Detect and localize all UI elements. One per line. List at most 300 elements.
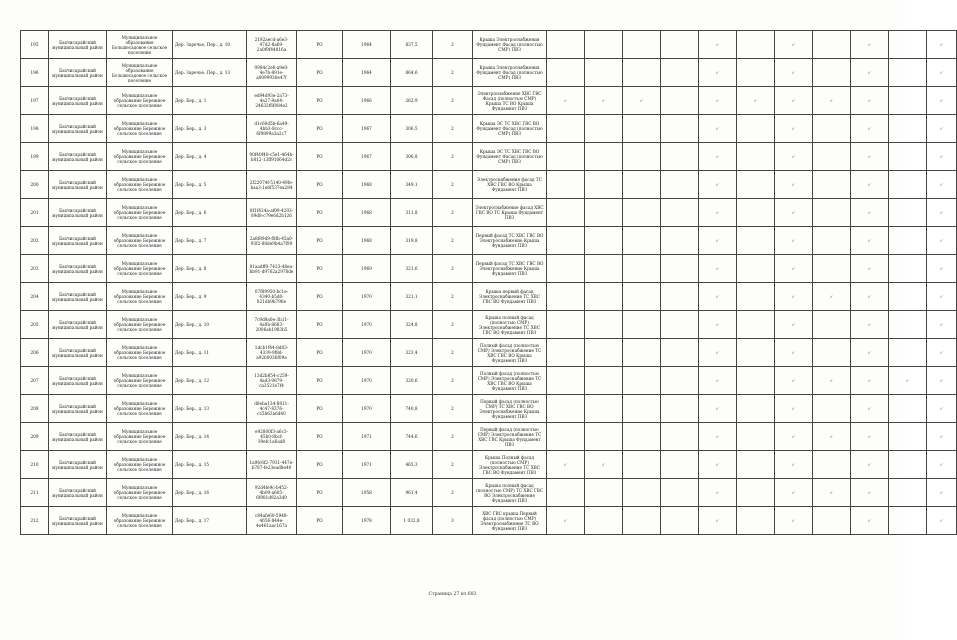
work-check-cell [585,31,623,59]
systems-cell: Первый фасад ТС ХВС ГВС ВО Электроснабжение Крыша Фундамент ПВЗ [473,255,547,283]
work-check-cell [585,339,623,367]
check-mark-icon: ✓ [939,154,944,159]
work-check-cell [813,395,851,423]
work-check-cell [813,367,851,395]
check-mark-icon: ✓ [791,518,796,523]
table-row [21,367,957,395]
address-cell: Дер. Бер., д. 9 [173,283,247,311]
work-check-cell [699,507,737,535]
work-check-cell [585,507,623,535]
check-mark-icon: ✓ [867,182,872,187]
check-mark-icon: ✓ [791,238,796,243]
guid-cell: d8eba134-8811-4c47-8376-cc5b63a6d40 [247,395,297,423]
check-mark-icon: ✓ [715,154,720,159]
work-check-cell [585,227,623,255]
systems-cell: Крыша Электроснабжения Фундамент Фасад (полностью СМР) ПВЗ [473,31,547,59]
work-check-cell [699,31,737,59]
work-check-cell [889,171,927,199]
table-row [21,339,957,367]
check-mark-icon: ✓ [715,490,720,495]
work-check-cell [927,367,957,395]
systems-cell: Крыша полный фасад (полностью СМР) ТС ХВС ГВС ВО Электроснабжение Фундамент ПВЗ [473,479,547,507]
work-check-cell [775,479,813,507]
area-cell: 864,6 [391,59,433,87]
work-check-cell [737,507,775,535]
table-row [21,395,957,423]
table-row [21,451,957,479]
municipality-cell: Муниципальное образование Бережное сельское поселение [107,171,173,199]
build-year-cell: 1970 [343,339,391,367]
address-cell: Дер. Бер., д. 14 [173,423,247,451]
floors-cell: 2 [433,423,473,451]
work-check-cell [775,283,813,311]
check-mark-icon: ✓ [791,434,796,439]
work-check-cell [623,171,661,199]
table-row [21,507,957,535]
work-check-cell [775,199,813,227]
check-mark-icon: ✓ [939,126,944,131]
work-check-cell [927,283,957,311]
guid-cell: 1a9fc6f2-7931-447e-b787-fe23ead8e40 [247,451,297,479]
check-mark-icon: ✓ [867,154,872,159]
check-mark-icon: ✓ [715,294,720,299]
floors-cell: 2 [433,367,473,395]
check-mark-icon: ✓ [791,350,796,355]
systems-cell: Полный фасад (полностью СМР) Электроснабжение ТС ХВС ГВС ВО Крыша Фундамент ПВЗ [473,339,547,367]
check-mark-icon: ✓ [563,98,568,103]
object-type-cell: РО [297,423,343,451]
table-row [21,143,957,171]
municipality-cell: Муниципальное образование Бережное сельское поселение [107,227,173,255]
work-check-cell [699,199,737,227]
build-year-cell: 1968 [343,171,391,199]
check-mark-icon: ✓ [867,350,872,355]
check-mark-icon: ✓ [715,42,720,47]
guid-cell: 07f89950-bc1e-4340-b5d0-821db9b796e [247,283,297,311]
work-check-cell [547,199,585,227]
row-number: 203 [21,255,49,283]
row-number: 207 [21,367,49,395]
work-check-cell [547,171,585,199]
work-check-cell [813,283,851,311]
systems-cell: Крыша полный фасад (полностью СМР) Электроснабжение ТС ХВС ГВС ВО Фундамент ПВЗ [473,311,547,339]
row-number: 204 [21,283,49,311]
object-type-cell: РО [297,199,343,227]
floors-cell: 2 [433,451,473,479]
work-check-cell [661,31,699,59]
work-check-cell [737,255,775,283]
work-check-cell [699,423,737,451]
work-check-cell [851,115,889,143]
object-type-cell: РО [297,507,343,535]
check-mark-icon: ✓ [867,322,872,327]
work-check-cell [889,255,927,283]
work-check-cell [661,451,699,479]
area-cell: 324,8 [391,311,433,339]
table-row [21,479,957,507]
object-type-cell: РО [297,171,343,199]
work-check-cell [547,395,585,423]
work-check-cell [623,227,661,255]
work-check-cell [775,255,813,283]
row-number: 198 [21,115,49,143]
work-check-cell [737,199,775,227]
object-type-cell: РО [297,59,343,87]
object-type-cell: РО [297,227,343,255]
check-mark-icon: ✓ [867,406,872,411]
work-check-cell [889,227,927,255]
row-number: 208 [21,395,49,423]
check-mark-icon: ✓ [715,238,720,243]
work-check-cell [585,199,623,227]
systems-cell: Электроснабжение фасад ТС ХВС ГВС ВО Крыша Фундамент ПВЗ [473,171,547,199]
work-check-cell [661,395,699,423]
municipality-cell: Муниципальное образование Бережное сельское поселение [107,479,173,507]
address-cell: Дер. Бер., д. 16 [173,479,247,507]
build-year-cell: 1970 [343,283,391,311]
work-check-cell [547,311,585,339]
work-check-cell [927,479,957,507]
work-check-cell [623,115,661,143]
table-row [21,171,957,199]
work-check-cell [889,115,927,143]
work-check-cell [851,199,889,227]
municipality-cell: Муниципальное образование Бережное сельское поселение [107,87,173,115]
municipality-cell: Муниципальное образование Бережное сельское поселение [107,423,173,451]
systems-cell: Электроснабжение фасад ХВС ГВС ВО ТС Крыша Фундамент ПВЗ [473,199,547,227]
work-check-cell [737,171,775,199]
work-check-cell [851,87,889,115]
work-check-cell [927,199,957,227]
work-check-cell [889,451,927,479]
check-mark-icon: ✓ [715,210,720,215]
work-check-cell [927,507,957,535]
work-check-cell [623,255,661,283]
work-check-cell [661,255,699,283]
district-cell: Бахчисарайский муниципальный район [49,227,107,255]
systems-cell: Крыша ЭС ТС ХВС ГВС ВО Фундамент Фасад (полностью СМР) ПВЗ [473,143,547,171]
area-cell: 306,8 [391,143,433,171]
floors-cell: 2 [433,255,473,283]
work-check-cell [851,311,889,339]
district-cell: Бахчисарайский муниципальный район [49,115,107,143]
area-cell: 961,4 [391,479,433,507]
check-mark-icon: ✓ [791,42,796,47]
work-check-cell [623,451,661,479]
work-check-cell [737,283,775,311]
check-mark-icon: ✓ [939,294,944,299]
object-type-cell: РО [297,479,343,507]
area-cell: 1 032,8 [391,507,433,535]
check-mark-icon: ✓ [829,294,834,299]
municipality-cell: Муниципальное образование Большесадовое сельское поселение [107,59,173,87]
work-check-cell [699,227,737,255]
work-check-cell [775,115,813,143]
work-check-cell [699,59,737,87]
area-cell: 306,5 [391,115,433,143]
work-check-cell [699,339,737,367]
work-check-cell [813,31,851,59]
row-number: 196 [21,59,49,87]
work-check-cell [585,367,623,395]
work-check-cell [851,479,889,507]
work-check-cell [661,367,699,395]
work-check-cell [775,367,813,395]
work-check-cell [813,423,851,451]
check-mark-icon: ✓ [563,518,568,523]
page-number: Страница 27 из 683 [428,592,477,597]
check-mark-icon: ✓ [715,462,720,467]
check-mark-icon: ✓ [867,518,872,523]
check-mark-icon: ✓ [715,182,720,187]
work-check-cell [889,507,927,535]
guid-cell: 8f1f424a-af09-4203-89d8-c79e6d2b126 [247,199,297,227]
floors-cell: 2 [433,395,473,423]
work-check-cell [889,479,927,507]
work-check-cell [699,171,737,199]
municipality-cell: Муниципальное образование Бережное сельское поселение [107,395,173,423]
work-check-cell [737,227,775,255]
work-check-cell [585,171,623,199]
area-cell: 740,8 [391,395,433,423]
object-type-cell: РО [297,367,343,395]
check-mark-icon: ✓ [639,98,644,103]
check-mark-icon: ✓ [715,406,720,411]
check-mark-icon: ✓ [791,490,796,495]
guid-cell: 7c9d9a0e-3b11-4a0b-8663-2006ab1983b5 [247,311,297,339]
check-mark-icon: ✓ [867,70,872,75]
work-check-cell [889,311,927,339]
check-mark-icon: ✓ [939,378,944,383]
build-year-cell: 1971 [343,451,391,479]
work-check-cell [547,59,585,87]
work-check-cell [851,507,889,535]
work-check-cell [699,87,737,115]
district-cell: Бахчисарайский муниципальный район [49,199,107,227]
check-mark-icon: ✓ [715,70,720,75]
check-mark-icon: ✓ [791,462,796,467]
row-number: 199 [21,143,49,171]
check-mark-icon: ✓ [939,490,944,495]
work-check-cell [547,283,585,311]
check-mark-icon: ✓ [791,210,796,215]
work-check-cell [699,367,737,395]
work-check-cell [623,87,661,115]
row-number: 206 [21,339,49,367]
work-check-cell [623,367,661,395]
floors-cell: 2 [433,115,473,143]
work-check-cell [775,171,813,199]
systems-cell: Электроснабжение ХВС ГВС Фасад (полностью СМР) Крыша ТС ВО Крыша Фундамент ПВЗ [473,87,547,115]
work-check-cell [889,367,927,395]
work-check-cell [585,255,623,283]
systems-cell: Полный фасад (полностью СМР) Электроснабжение ТС ХВС ГВС ВО Крыша Фундамент ПВЗ [473,367,547,395]
work-check-cell [775,227,813,255]
district-cell: Бахчисарайский муниципальный район [49,171,107,199]
check-mark-icon: ✓ [791,406,796,411]
work-check-cell [851,227,889,255]
floors-cell: 2 [433,283,473,311]
work-check-cell [585,423,623,451]
district-cell: Бахчисарайский муниципальный район [49,507,107,535]
address-cell: Дер. Бер., д. 1 [173,87,247,115]
municipality-cell: Муниципальное образование Большесадовое сельское поселение [107,31,173,59]
work-check-cell [927,395,957,423]
work-check-cell [927,143,957,171]
check-mark-icon: ✓ [829,490,834,495]
municipality-cell: Муниципальное образование Бережное сельское поселение [107,451,173,479]
check-mark-icon: ✓ [867,462,872,467]
work-check-cell [661,507,699,535]
floors-cell: 2 [433,479,473,507]
work-check-cell [547,367,585,395]
object-type-cell: РО [297,395,343,423]
work-check-cell [623,311,661,339]
district-cell: Бахчисарайский муниципальный район [49,59,107,87]
housing-register-table [20,30,957,535]
work-check-cell [927,227,957,255]
work-check-cell [585,59,623,87]
guid-cell: e92800f3-a6c3-45b0-8bcf-39efc1a6ad8 [247,423,297,451]
check-mark-icon: ✓ [791,322,796,327]
area-cell: 744,6 [391,423,433,451]
check-mark-icon: ✓ [715,518,720,523]
check-mark-icon: ✓ [867,238,872,243]
row-number: 205 [21,311,49,339]
work-check-cell [851,31,889,59]
systems-cell: Первый фасад (полностью СМР) Электроснабжение ТС ХВС ГВС Крыша Фундамент ПВЗ [473,423,547,451]
check-mark-icon: ✓ [867,434,872,439]
row-number: 201 [21,199,49,227]
row-number: 209 [21,423,49,451]
table-row [21,31,957,59]
work-check-cell [737,31,775,59]
floors-cell: 2 [433,87,473,115]
work-check-cell [623,283,661,311]
work-check-cell [775,451,813,479]
work-check-cell [813,311,851,339]
floors-cell: 2 [433,59,473,87]
check-mark-icon: ✓ [791,378,796,383]
work-check-cell [889,87,927,115]
systems-cell: Крыша первый фасад Электроснабжение ТС ХВС ГВС ВО Фундамент ПВЗ [473,283,547,311]
work-check-cell [585,451,623,479]
work-check-cell [775,87,813,115]
work-check-cell [851,451,889,479]
check-mark-icon: ✓ [905,378,910,383]
build-year-cell: 1970 [343,395,391,423]
work-check-cell [737,115,775,143]
systems-cell: Первый фасад ТС ХВС ГВС ВО Электроснабжение Крыша Фундамент ПВЗ [473,227,547,255]
work-check-cell [889,339,927,367]
work-check-cell [813,339,851,367]
work-check-cell [623,143,661,171]
municipality-cell: Муниципальное образование Бережное сельское поселение [107,143,173,171]
check-mark-icon: ✓ [939,434,944,439]
work-check-cell [851,339,889,367]
guid-cell: 2a8f89d9-f8fb-45a0-93f2-88de9b4a7f99 [247,227,297,255]
work-check-cell [547,255,585,283]
work-check-cell [813,115,851,143]
systems-cell: ХВС ГВС крыша Первый фасад (полностью СМР) Электроснабжение ТС ВО Фундамент ПВЗ [473,507,547,535]
area-cell: 319,8 [391,227,433,255]
check-mark-icon: ✓ [829,98,834,103]
municipality-cell: Муниципальное образование Бережное сельское поселение [107,367,173,395]
work-check-cell [927,171,957,199]
build-year-cell: 1967 [343,143,391,171]
work-check-cell [699,255,737,283]
work-check-cell [585,311,623,339]
guid-cell: 1dcb1f44-8d83-4339-9f8d-a9260036f09a [247,339,297,367]
address-cell: Дер. Бер., д. 8 [173,255,247,283]
work-check-cell [585,115,623,143]
guid-cell: 2192aecd-a6e3-47d2-8a69-2a0f9f44816a [247,31,297,59]
check-mark-icon: ✓ [715,322,720,327]
district-cell: Бахчисарайский муниципальный район [49,451,107,479]
district-cell: Бахчисарайский муниципальный район [49,311,107,339]
work-check-cell [661,199,699,227]
check-mark-icon: ✓ [791,70,796,75]
check-mark-icon: ✓ [939,406,944,411]
district-cell: Бахчисарайский муниципальный район [49,479,107,507]
guid-cell: 92d4fe9c-b452-4b09-a605-6f981d92a3d9 [247,479,297,507]
build-year-cell: 1969 [343,255,391,283]
municipality-cell: Муниципальное образование Бережное сельское поселение [107,339,173,367]
build-year-cell: 1970 [343,311,391,339]
work-check-cell [547,31,585,59]
address-cell: Дер. Бер., д. 12 [173,367,247,395]
area-cell: 465,3 [391,451,433,479]
build-year-cell: 1967 [343,115,391,143]
build-year-cell: 1966 [343,87,391,115]
guid-cell: 13d2b854-c259-4ad3-9879-ca3521e7f4 [247,367,297,395]
municipality-cell: Муниципальное образование Бережное сельское поселение [107,283,173,311]
municipality-cell: Муниципальное образование Бережное сельское поселение [107,507,173,535]
work-check-cell [851,395,889,423]
area-cell: 321,6 [391,255,433,283]
guid-cell: 81aadff0-7423-48ea-bb91-d9762a2978de [247,255,297,283]
table-row [21,199,957,227]
work-check-cell [547,143,585,171]
work-check-cell [889,199,927,227]
work-check-cell [813,171,851,199]
work-check-cell [813,479,851,507]
floors-cell: 2 [433,199,473,227]
work-check-cell [813,451,851,479]
row-number: 210 [21,451,49,479]
work-check-cell [547,479,585,507]
check-mark-icon: ✓ [939,238,944,243]
work-check-cell [623,507,661,535]
work-check-cell [547,115,585,143]
check-mark-icon: ✓ [939,210,944,215]
check-mark-icon: ✓ [601,462,606,467]
work-check-cell [661,423,699,451]
check-mark-icon: ✓ [939,70,944,75]
work-check-cell [661,311,699,339]
check-mark-icon: ✓ [715,378,720,383]
check-mark-icon: ✓ [791,98,796,103]
row-number: 197 [21,87,49,115]
work-check-cell [547,423,585,451]
check-mark-icon: ✓ [867,266,872,271]
object-type-cell: РО [297,31,343,59]
guid-cell: 2f22074f-5140-49fe-baa3-1e6f537ea284 [247,171,297,199]
district-cell: Бахчисарайский муниципальный район [49,395,107,423]
work-check-cell [927,31,957,59]
floors-cell: 2 [433,339,473,367]
check-mark-icon: ✓ [939,322,944,327]
